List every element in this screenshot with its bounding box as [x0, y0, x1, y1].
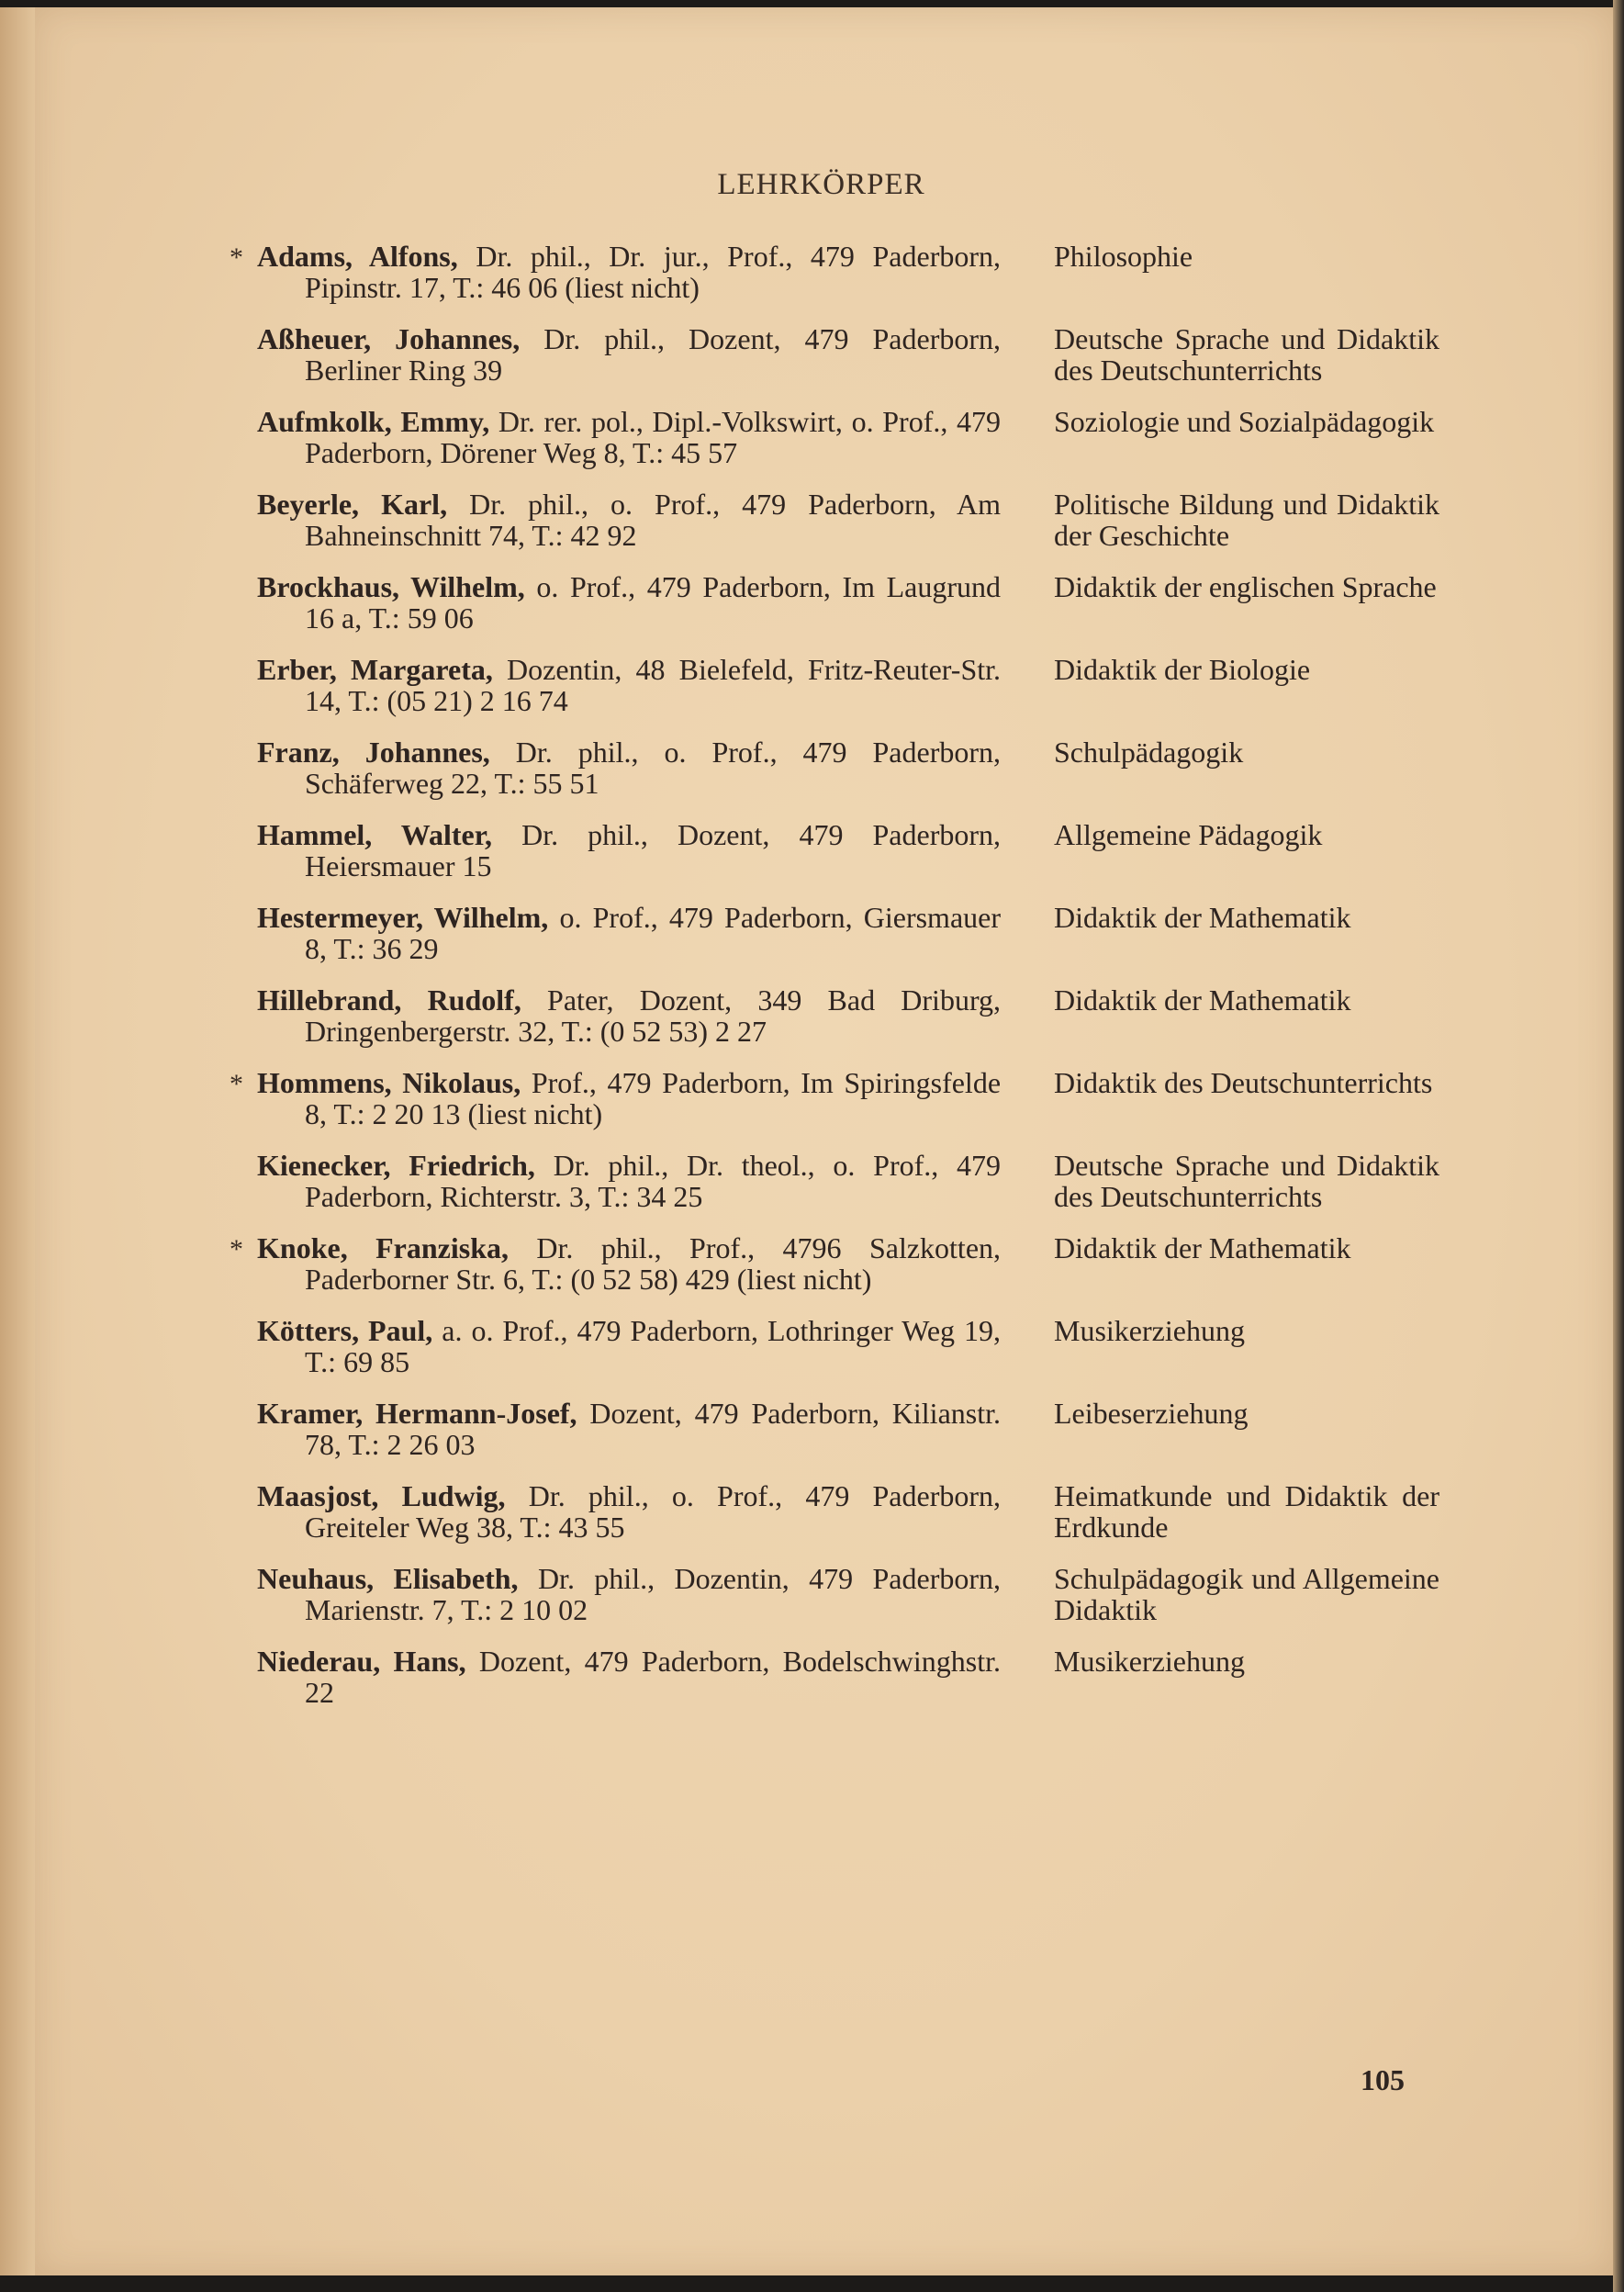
entry-person: [257, 654, 1001, 716]
entry-details: Dr. rer. pol., Dipl.-Volkswirt, o. Prof., 479 Paderborn, Dörener Weg 8, T.: 45 57: [305, 405, 1002, 469]
entry-subject: Didaktik der Mathematik: [1054, 983, 1351, 1017]
entry-subject: Soziologie und Sozialpädagogik: [1054, 405, 1435, 438]
entry-subject: Philosophie: [1054, 240, 1193, 273]
entry-person: [257, 1232, 1001, 1295]
faculty-entry: [220, 654, 1441, 716]
entry-name: Kramer, Hermann-Josef,: [257, 1397, 577, 1430]
entry-subject: Deutsche Sprache und Didaktik des Deutschunterrichts: [1054, 322, 1439, 387]
entry-name: Hommens, Nikolaus,: [257, 1066, 521, 1099]
entry-details: Dr. phil., o. Prof., 479 Paderborn, Greiteler Weg 38, T.: 43 55: [305, 1479, 1002, 1544]
faculty-entry: [220, 571, 1441, 634]
entry-name: Hestermeyer, Wilhelm,: [257, 901, 549, 934]
entry-name: Niederau, Hans,: [257, 1645, 466, 1678]
entry-name: Aßheuer, Johannes,: [257, 322, 521, 355]
entry-person: [257, 819, 1001, 882]
entry-person: [257, 241, 1001, 303]
entry-person: [257, 1150, 1001, 1212]
entry-details: Dr. phil., Dozent, 479 Paderborn, Berliner Ring 39: [305, 322, 1002, 387]
entry-person: [257, 1563, 1001, 1625]
entry-subject: Musikerziehung: [1054, 1645, 1245, 1678]
entry-name: Adams, Alfons,: [257, 240, 458, 273]
entry-person: [257, 571, 1001, 634]
entry-name: Brockhaus, Wilhelm,: [257, 570, 525, 603]
entry-details: Prof., 479 Paderborn, Im Spiringsfelde 8, T.: 2 20 13 (liest nicht): [305, 1066, 1002, 1130]
entry-person: [257, 984, 1001, 1047]
entry-subject: Didaktik des Deutschunterrichts: [1054, 1066, 1433, 1099]
entry-subject: Didaktik der englischen Sprache: [1054, 570, 1437, 603]
faculty-entry: [220, 1150, 1441, 1212]
entry-subject: Leibeserziehung: [1054, 1397, 1249, 1430]
entry-name: Neuhaus, Elisabeth,: [257, 1562, 519, 1595]
entry-subject: Heimatkunde und Didaktik der Erdkunde: [1054, 1479, 1439, 1544]
faculty-entry: [220, 902, 1441, 964]
entry-name: Hillebrand, Rudolf,: [257, 983, 521, 1017]
faculty-entry: [220, 1480, 1441, 1543]
entry-subject: Didaktik der Mathematik: [1054, 901, 1351, 934]
not-lecturing-marker: *: [230, 1234, 243, 1264]
faculty-entry: [220, 241, 1441, 303]
entry-details: a. o. Prof., 479 Paderborn, Lothringer Weg 19, T.: 69 85: [305, 1314, 1002, 1378]
not-lecturing-marker: *: [230, 1069, 243, 1099]
entry-details: Pater, Dozent, 349 Bad Driburg, Dringenbergerstr. 32, T.: (0 52 53) 2 27: [305, 983, 1002, 1048]
entry-person: [257, 406, 1001, 468]
entry-details: o. Prof., 479 Paderborn, Giersmauer 8, T.: 36 29: [305, 901, 1002, 965]
faculty-entry: [220, 489, 1441, 551]
entry-name: Aufmkolk, Emmy,: [257, 405, 490, 438]
page-heading: LEHRKÖRPER: [717, 168, 925, 201]
entry-details: Dozentin, 48 Bielefeld, Fritz-Reuter-Str. 14, T.: (05 21) 2 16 74: [305, 653, 1002, 717]
book-gutter: [0, 7, 39, 2275]
page-edge: [1613, 0, 1624, 2292]
entry-details: Dozent, 479 Paderborn, Kilianstr. 78, T.: 2 26 03: [305, 1397, 1002, 1461]
entry-person: [257, 736, 1001, 799]
entry-subject: Schulpädagogik und Allgemeine Didaktik: [1054, 1562, 1439, 1626]
faculty-entry: [220, 1067, 1441, 1129]
entry-person: [257, 902, 1001, 964]
faculty-entry: [220, 1315, 1441, 1377]
entry-details: Dozent, 479 Paderborn, Bodelschwinghstr. 22: [305, 1645, 1001, 1709]
faculty-entry: [220, 406, 1441, 468]
faculty-entry: [220, 984, 1441, 1047]
entry-details: Dr. phil., Dozentin, 479 Paderborn, Marienstr. 7, T.: 2 10 02: [305, 1562, 1002, 1626]
entry-person: [257, 1067, 1001, 1129]
entry-name: Maasjost, Ludwig,: [257, 1479, 506, 1512]
entry-subject: Allgemeine Pädagogik: [1054, 818, 1323, 851]
entry-details: Dr. phil., Dr. theol., o. Prof., 479 Paderborn, Richterstr. 3, T.: 34 25: [305, 1149, 1002, 1213]
entry-name: Kötters, Paul,: [257, 1314, 433, 1347]
page-number: 105: [1361, 2063, 1405, 2096]
entry-name: Kienecker, Friedrich,: [257, 1149, 535, 1182]
entry-name: Knoke, Franziska,: [257, 1231, 509, 1264]
entry-details: Dr. phil., Prof., 4796 Salzkotten, Paderborner Str. 6, T.: (0 52 58) 429 (liest nicht): [305, 1231, 1002, 1296]
faculty-list: [220, 241, 1441, 1728]
entry-details: Dr. phil., Dr. jur., Prof., 479 Paderborn, Pipinstr. 17, T.: 46 06 (liest nicht): [305, 240, 1002, 304]
entry-name: Hammel, Walter,: [257, 818, 493, 851]
faculty-entry: [220, 1563, 1441, 1625]
faculty-entry: [220, 1398, 1441, 1460]
faculty-entry: [220, 1646, 1441, 1708]
entry-subject: Musikerziehung: [1054, 1314, 1245, 1347]
entry-subject: Schulpädagogik: [1054, 736, 1244, 769]
entry-name: Franz, Johannes,: [257, 736, 490, 769]
entry-details: Dr. phil., o. Prof., 479 Paderborn, Am Bahneinschnitt 74, T.: 42 92: [305, 488, 1002, 552]
entry-name: Erber, Margareta,: [257, 653, 493, 686]
entry-person: [257, 489, 1001, 551]
faculty-entry: [220, 323, 1441, 386]
entry-subject: Politische Bildung und Didaktik der Geschichte: [1054, 488, 1439, 552]
faculty-entry: [220, 1232, 1441, 1295]
entry-name: Beyerle, Karl,: [257, 488, 448, 521]
entry-person: [257, 323, 1001, 386]
entry-person: [257, 1398, 1001, 1460]
faculty-entry: [220, 736, 1441, 799]
entry-details: Dr. phil., Dozent, 479 Paderborn, Heiersmauer 15: [305, 818, 1002, 882]
entry-subject: Didaktik der Mathematik: [1054, 1231, 1351, 1264]
entry-details: o. Prof., 479 Paderborn, Im Laugrund 16 a, T.: 59 06: [305, 570, 1002, 635]
faculty-entry: [220, 819, 1441, 882]
entry-subject: Deutsche Sprache und Didaktik des Deutschunterrichts: [1054, 1149, 1439, 1213]
entry-details: Dr. phil., o. Prof., 479 Paderborn, Schäferweg 22, T.: 55 51: [305, 736, 1002, 800]
entry-subject: Didaktik der Biologie: [1054, 653, 1311, 686]
entry-person: [257, 1646, 1001, 1708]
not-lecturing-marker: *: [230, 242, 243, 273]
entry-person: [257, 1480, 1001, 1543]
entry-person: [257, 1315, 1001, 1377]
